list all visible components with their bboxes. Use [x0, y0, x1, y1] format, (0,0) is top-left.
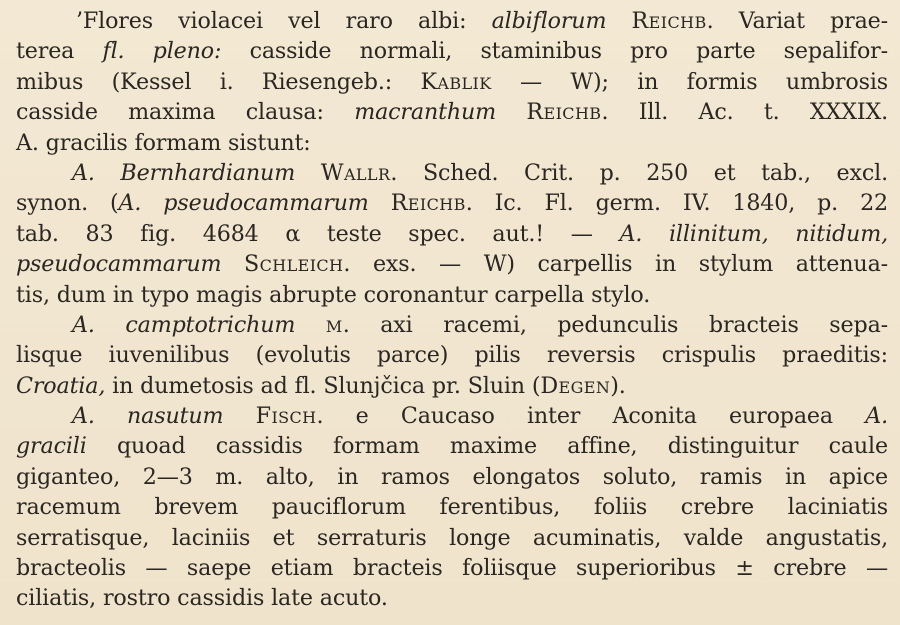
- text-line: [16, 249, 888, 279]
- roman-text: [496, 99, 526, 125]
- italic-text: A.: [865, 403, 888, 430]
- roman-text: in dumetosis ad fl. Slunjčica pr. Sluin (: [105, 372, 541, 399]
- roman-text: ).: [610, 372, 626, 399]
- text-line: [16, 340, 888, 370]
- text-line: [16, 431, 888, 461]
- roman-text: . e Caucaso inter Aconita europaea: [316, 403, 866, 430]
- roman-text: bracteolis — saepe etiam bracteis foliisque superioribus: [16, 555, 736, 582]
- roman-text: mibus (Kessel i. Riesengeb.:: [16, 68, 421, 95]
- text-line: [16, 462, 888, 492]
- author-name: Kablik: [420, 68, 492, 95]
- italic-text: fl. pleno:: [102, 38, 222, 65]
- italic-text: A. camptotrichum: [72, 311, 296, 338]
- text-line: [16, 280, 888, 310]
- author-name: Reichb: [631, 8, 707, 34]
- italic-text: A. illinitum, nitidum,: [619, 220, 888, 247]
- roman-text: [221, 251, 244, 277]
- roman-text: [295, 312, 326, 338]
- roman-text: tis, dum in typo magis abrupte coronantur carpella stylo.: [16, 281, 651, 308]
- roman-text: ±: [735, 555, 754, 582]
- text-line: [16, 371, 888, 401]
- roman-text: . Variat prae-: [706, 8, 888, 34]
- paragraph: [16, 6, 888, 158]
- roman-text: . axi racemi, pedunculis bracteis sepa-: [342, 311, 888, 338]
- text-line: [16, 67, 888, 97]
- italic-text: pseudocammarum: [16, 251, 222, 278]
- roman-text: synon. (: [16, 190, 119, 217]
- roman-text: casside normali, staminibus pro parte sepalifor-: [221, 38, 888, 65]
- roman-text: giganteo, 2—3 m. alto, in ramos elongatos soluto, ramis in apice: [16, 463, 888, 490]
- text-line: [16, 6, 888, 36]
- author-name: m: [325, 311, 343, 338]
- author-name: Fisch: [255, 403, 317, 430]
- text-line: [16, 36, 888, 66]
- author-name: Degen: [540, 372, 611, 399]
- roman-text: terea: [16, 38, 103, 65]
- text-line: [16, 401, 888, 431]
- text-line: [16, 523, 888, 553]
- italic-text: gracili: [16, 433, 87, 460]
- roman-text: lisque iuvenilibus (evolutis parce) pilis reversis crispulis praeditis:: [16, 342, 888, 369]
- roman-text: A. gracilis formam sistunt:: [16, 129, 311, 156]
- roman-text: . exs. — W) carpellis in stylum attenua-: [343, 251, 888, 278]
- roman-text: ciliatis, rostro cassidis late acuto.: [16, 585, 388, 612]
- italic-text: A. Bernhardianum: [72, 159, 296, 186]
- roman-text: . Ic. Fl. germ. IV. 1840, p. 22: [465, 190, 889, 217]
- roman-text: ’Flores violacei vel raro albi:: [76, 8, 492, 34]
- italic-text: Croatia,: [16, 372, 106, 399]
- roman-text: tab. 83 fig. 4684 α teste spec. aut.! —: [16, 220, 620, 247]
- paragraph: [16, 158, 888, 310]
- text-line: [16, 128, 888, 158]
- roman-text: [369, 190, 391, 216]
- italic-text: albiflorum: [491, 8, 607, 34]
- text-line: [16, 97, 888, 127]
- italic-text: A. nasutum: [72, 403, 224, 430]
- text-line: [16, 310, 888, 340]
- roman-text: [295, 160, 321, 186]
- paragraph: [16, 310, 888, 401]
- text-line: [16, 158, 888, 188]
- roman-text: — W); in formis umbrosis: [491, 68, 889, 95]
- text-line: [16, 492, 888, 522]
- roman-text: [606, 8, 631, 34]
- text-line: [16, 583, 888, 613]
- roman-text: . Ill. Ac. t. XXXIX.: [601, 99, 889, 126]
- roman-text: [223, 403, 255, 429]
- roman-text: . Sched. Crit. p. 250 et tab., excl.: [390, 159, 888, 186]
- paragraph: [16, 401, 888, 614]
- roman-text: casside maxima clausa:: [16, 99, 355, 126]
- roman-text: crebre —: [753, 555, 888, 582]
- text-body: [16, 6, 888, 614]
- italic-text: A. pseudocammarum: [118, 190, 369, 217]
- author-name: Schleich: [244, 251, 344, 278]
- roman-text: racemum brevem pauciflorum ferentibus, foliis crebre laciniatis: [16, 494, 888, 521]
- text-line: [16, 553, 888, 583]
- author-name: Reichb: [390, 190, 466, 217]
- italic-text: macranthum: [354, 99, 497, 126]
- author-name: Reichb: [526, 99, 602, 126]
- text-line: [16, 219, 888, 249]
- roman-text: serratisque, laciniis et serraturis longe acuminatis, valde angustatis,: [16, 524, 888, 551]
- text-line: [16, 188, 888, 218]
- roman-text: quoad cassidis formam maxime affine, distinguitur caule: [86, 433, 888, 460]
- author-name: Wallr: [320, 159, 391, 186]
